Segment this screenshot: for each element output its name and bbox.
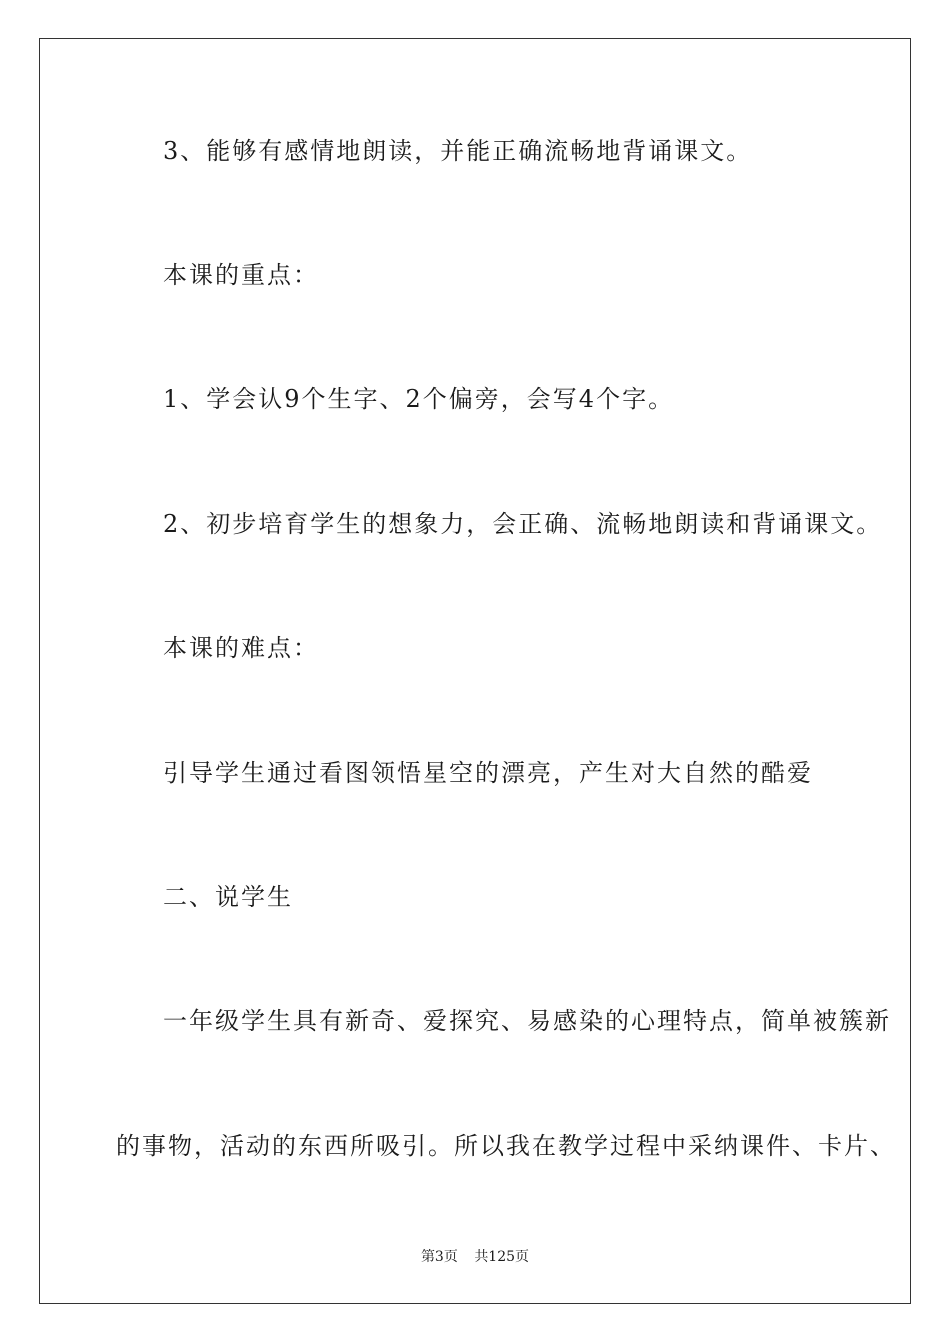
key-point-2-line: 2、初步培育学生的想象力，会正确、流畅地朗读和背诵课文。 <box>163 510 883 538</box>
page-border <box>39 38 911 1304</box>
page-number-current: 第3页 <box>420 1249 458 1265</box>
section-students-heading: 二、说学生 <box>163 883 293 911</box>
students-paragraph-line-1: 一年级学生具有新奇、爱探究、易感染的心理特点，简单被簇新 <box>163 1007 891 1035</box>
difficulty-line: 引导学生通过看图领悟星空的漂亮，产生对大自然的酷爱 <box>163 759 813 787</box>
difficulty-heading: 本课的难点： <box>163 634 319 662</box>
page-number-total: 共125页 <box>474 1249 530 1265</box>
students-paragraph-line-2: 的事物，活动的东西所吸引。所以我在教学过程中采纳课件、卡片、 <box>116 1132 896 1160</box>
key-points-heading: 本课的重点： <box>163 261 319 289</box>
page-footer <box>0 1248 950 1266</box>
key-point-1-line: 1、学会认9个生字、2个偏旁，会写4个字。 <box>163 385 675 413</box>
objective-3-line: 3、能够有感情地朗读，并能正确流畅地背诵课文。 <box>163 137 753 165</box>
